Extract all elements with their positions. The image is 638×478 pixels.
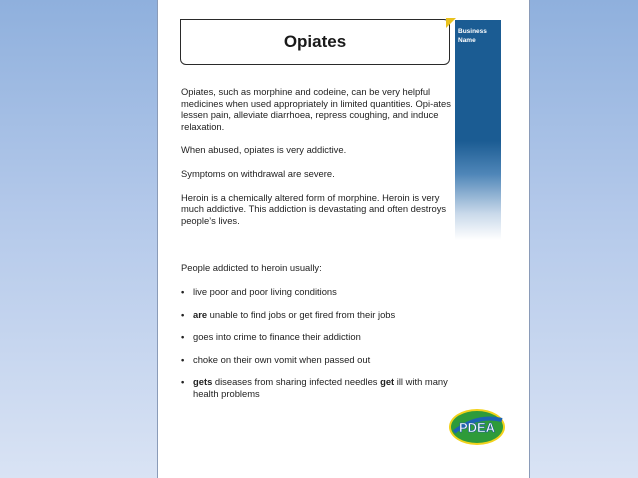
paragraph-intro: Opiates, such as morphine and codeine, can be very helpful medicines when used appropriately in limited quantities. Opi-ates lessen pain, alleviate diarrhoea, repress coughing, and induce relaxation. [181,86,451,132]
list-item: • choke on their own vomit when passed out [181,354,453,366]
paragraph-heroin: Heroin is a chemically altered form of morphine. Heroin is very much addictive. This addiction is devastating and often destroys people’s lives. [181,191,447,226]
list-item: • gets diseases from sharing infected needles get ill with many health problems [181,376,453,399]
logo-text: PDEA [458,420,496,435]
title-banner [180,19,450,65]
pdea-logo [448,408,506,446]
paragraph-abuse: When abused, opiates is very addictive. [181,144,347,156]
list-intro: People addicted to heroin usually: [181,262,322,274]
document-page [157,0,530,478]
body-text [181,86,453,411]
page-title: Opiates [283,32,347,51]
list-item: • goes into crime to finance their addiction [181,331,453,343]
paragraph-symptoms: Symptoms on withdrawal are severe. [181,167,335,179]
list-item: • are unable to find jobs or get fired from their jobs [181,309,453,321]
list-item: • live poor and poor living conditions [181,286,453,298]
business-name-label: Business Name [458,28,487,44]
effects-list [181,286,453,400]
business-sidebar [455,20,501,240]
